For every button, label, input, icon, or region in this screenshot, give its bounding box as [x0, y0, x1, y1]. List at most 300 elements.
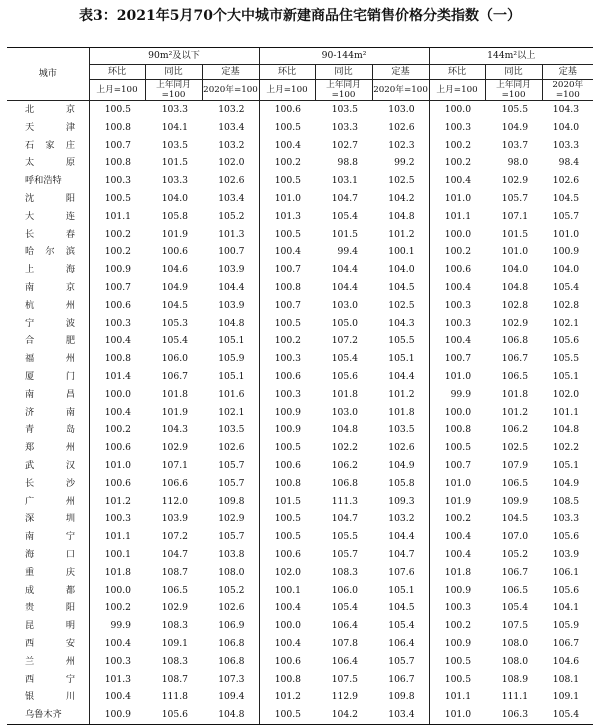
table-row	[7, 457, 593, 475]
index-value: 100.9	[552, 246, 580, 258]
index-value: 100.7	[89, 279, 145, 297]
index-value: 106.5	[161, 584, 188, 596]
index-value: 101.3	[259, 208, 315, 226]
index-value: 104.7	[388, 548, 415, 560]
base-header: 2020年=100	[372, 80, 429, 101]
table-row	[7, 706, 593, 724]
index-value: 100.4	[429, 172, 485, 190]
page-title: 表3：2021年5月70个大中城市新建商品住宅销售价格分类指数（一）	[79, 8, 521, 24]
city-name: 西 安	[25, 637, 75, 649]
index-value: 108.3	[161, 655, 188, 667]
index-value: 102.5	[501, 442, 529, 454]
index-value: 109.1	[552, 691, 580, 703]
index-value: 100.0	[89, 582, 145, 600]
index-value: 106.4	[388, 637, 415, 649]
table-row	[7, 226, 593, 244]
index-value: 100.3	[259, 350, 315, 368]
index-value: 100.4	[259, 635, 315, 653]
index-value: 106.5	[501, 370, 529, 382]
index-value: 103.5	[388, 424, 415, 436]
index-value: 100.6	[259, 101, 315, 119]
index-value: 101.6	[218, 388, 245, 400]
index-value: 112.9	[331, 691, 359, 703]
table-row	[7, 119, 593, 137]
index-value: 104.4	[331, 264, 359, 276]
index-value: 102.9	[501, 317, 529, 329]
index-value: 108.0	[501, 637, 529, 649]
base-header: 上年同月=100	[485, 80, 542, 101]
city-name: 青 岛	[25, 424, 75, 436]
index-value: 100.3	[89, 653, 145, 671]
index-value: 105.6	[145, 706, 202, 724]
index-value: 100.4	[89, 688, 145, 706]
city-name: 深 圳	[25, 513, 75, 525]
index-value: 107.5	[331, 673, 359, 685]
index-value: 106.0	[161, 353, 188, 365]
index-value: 100.6	[259, 368, 315, 386]
city-name: 长 沙	[25, 477, 75, 489]
index-value: 103.4	[372, 706, 429, 724]
index-value: 101.0	[429, 475, 485, 493]
index-value: 103.5	[218, 424, 245, 436]
index-value: 100.6	[89, 439, 145, 457]
index-value: 99.4	[337, 246, 359, 258]
index-value: 106.7	[161, 370, 188, 382]
index-value: 101.8	[161, 388, 188, 400]
index-value: 108.0	[501, 655, 529, 667]
city-name: 成 都	[25, 584, 75, 596]
index-value: 104.9	[161, 281, 188, 293]
index-value: 106.8	[331, 477, 359, 489]
index-value: 102.9	[218, 513, 245, 525]
city-name: 宁 波	[25, 317, 75, 329]
index-value: 107.9	[501, 459, 529, 471]
index-value: 109.9	[501, 495, 529, 507]
city-name: 大 连	[25, 210, 75, 222]
index-value: 100.6	[259, 653, 315, 671]
city-name: 哈 尔 滨	[25, 246, 75, 258]
index-value: 101.3	[89, 671, 145, 689]
index-value: 100.4	[89, 635, 145, 653]
city-column-header: 城市	[7, 48, 89, 101]
index-value: 104.2	[315, 706, 372, 724]
index-value: 105.7	[218, 459, 245, 471]
index-value: 108.3	[331, 566, 359, 578]
city-name: 沈 阳	[25, 192, 75, 204]
index-value: 102.0	[218, 157, 245, 169]
index-value: 104.1	[552, 602, 580, 614]
index-value: 100.8	[89, 119, 145, 137]
index-value: 102.9	[161, 602, 188, 614]
index-value: 108.7	[161, 673, 188, 685]
index-value: 101.0	[552, 228, 580, 240]
index-value: 100.3	[429, 599, 485, 617]
index-value: 101.9	[429, 493, 485, 511]
index-value: 106.8	[218, 637, 245, 649]
index-value: 106.4	[331, 655, 359, 667]
table-row	[7, 635, 593, 653]
index-value: 109.8	[218, 495, 245, 507]
index-value: 100.9	[429, 582, 485, 600]
table-row	[7, 439, 593, 457]
index-value: 104.4	[331, 281, 359, 293]
index-value: 105.1	[388, 353, 415, 365]
group-header-medium: 90-144m²	[259, 48, 429, 65]
index-value: 104.7	[331, 513, 359, 525]
base-header: 上月=100	[429, 80, 485, 101]
index-value: 101.1	[429, 688, 485, 706]
index-value: 100.2	[259, 154, 315, 172]
index-value: 104.4	[388, 531, 415, 543]
table-row	[7, 528, 593, 546]
index-value: 103.3	[331, 121, 359, 133]
index-value: 104.5	[501, 513, 529, 525]
index-value: 105.9	[218, 353, 245, 365]
index-value: 105.5	[552, 353, 580, 365]
index-value: 102.6	[388, 442, 415, 454]
index-value: 104.0	[388, 264, 415, 276]
city-name: 南 昌	[25, 388, 75, 400]
index-value: 103.3	[161, 104, 188, 115]
index-value: 105.4	[331, 210, 359, 222]
index-value: 100.2	[89, 599, 145, 617]
index-value: 101.1	[89, 208, 145, 226]
index-value: 104.3	[161, 424, 188, 436]
city-name: 呼和浩特	[25, 175, 62, 187]
index-value: 100.5	[259, 119, 315, 137]
index-value: 104.6	[552, 655, 580, 667]
index-value: 105.5	[388, 335, 415, 347]
index-value: 100.5	[259, 439, 315, 457]
city-name: 兰 州	[25, 655, 75, 667]
index-value: 105.4	[331, 602, 359, 614]
index-value: 100.2	[429, 510, 485, 528]
index-value: 107.2	[161, 531, 188, 543]
table-row	[7, 101, 593, 119]
index-value: 105.3	[161, 317, 188, 329]
index-value: 100.8	[429, 421, 485, 439]
index-value: 101.9	[161, 406, 188, 418]
metric-header: 同比	[485, 65, 542, 80]
index-value: 102.9	[161, 442, 188, 454]
index-value: 102.7	[331, 139, 359, 151]
base-header: 上年同月=100	[145, 80, 202, 101]
index-value: 106.8	[218, 655, 245, 667]
index-value: 106.3	[485, 706, 542, 724]
index-value: 103.4	[218, 192, 245, 204]
index-value: 103.9	[552, 548, 580, 560]
index-value: 103.3	[552, 513, 580, 525]
index-value: 100.9	[259, 421, 315, 439]
base-header: 2020年=100	[542, 80, 593, 101]
index-value: 107.8	[331, 637, 359, 649]
index-value: 102.5	[388, 299, 415, 311]
index-value: 102.3	[388, 139, 415, 151]
index-value: 108.5	[552, 495, 580, 507]
table-row	[7, 599, 593, 617]
table-row	[7, 546, 593, 564]
table-row	[7, 368, 593, 386]
index-value: 100.7	[89, 137, 145, 155]
index-value: 104.0	[552, 121, 580, 133]
index-value: 101.0	[429, 190, 485, 208]
index-value: 105.4	[552, 281, 580, 293]
index-value: 108.7	[161, 566, 188, 578]
index-value: 100.5	[259, 528, 315, 546]
city-name: 长 春	[25, 228, 75, 240]
index-value: 103.4	[218, 121, 245, 133]
index-value: 109.1	[161, 637, 188, 649]
index-value: 104.0	[552, 264, 580, 276]
index-value: 100.2	[429, 617, 485, 635]
index-value: 100.4	[259, 137, 315, 155]
index-value: 105.7	[218, 531, 245, 543]
base-header: 2020年=100	[202, 80, 259, 101]
base-header: 上月=100	[259, 80, 315, 101]
index-value: 106.9	[218, 620, 245, 632]
index-value: 99.9	[429, 386, 485, 404]
index-value: 103.9	[161, 513, 188, 525]
index-value: 107.0	[501, 531, 529, 543]
index-value: 101.2	[388, 228, 415, 240]
city-name: 天 津	[25, 121, 75, 133]
index-value: 101.1	[552, 406, 580, 418]
index-value: 101.1	[429, 208, 485, 226]
index-value: 102.0	[552, 388, 580, 400]
index-value: 103.0	[388, 104, 415, 115]
index-value: 100.0	[429, 404, 485, 422]
index-value: 100.3	[429, 119, 485, 137]
index-value: 106.4	[331, 620, 359, 632]
index-value: 105.6	[552, 584, 580, 596]
index-value: 111.8	[161, 691, 188, 703]
metric-header: 环比	[429, 65, 485, 80]
index-value: 104.8	[202, 706, 259, 724]
table-row	[7, 297, 593, 315]
index-value: 101.1	[89, 528, 145, 546]
index-value: 98.0	[507, 157, 529, 169]
index-value: 105.4	[161, 335, 188, 347]
index-value: 98.4	[558, 157, 580, 169]
index-value: 106.0	[331, 584, 359, 596]
city-name: 银 川	[25, 691, 75, 703]
index-value: 105.7	[552, 210, 580, 222]
table-row	[7, 564, 593, 582]
index-value: 100.5	[259, 172, 315, 190]
index-value: 105.7	[501, 192, 529, 204]
city-name: 贵 阳	[25, 602, 75, 614]
table-body	[7, 101, 593, 725]
index-value: 100.0	[259, 617, 315, 635]
group-header-large: 144m²以上	[429, 48, 593, 65]
index-value: 108.3	[161, 620, 188, 632]
metric-header: 同比	[145, 65, 202, 80]
index-value: 100.7	[259, 261, 315, 279]
index-value: 102.8	[552, 299, 580, 311]
index-value: 105.4	[331, 353, 359, 365]
index-value: 100.4	[429, 332, 485, 350]
index-value: 100.3	[259, 386, 315, 404]
index-value: 104.7	[161, 548, 188, 560]
index-value: 101.0	[89, 457, 145, 475]
index-value: 101.8	[388, 406, 415, 418]
table-row	[7, 671, 593, 689]
index-value: 106.8	[501, 335, 529, 347]
index-value: 102.6	[218, 442, 245, 454]
table-row	[7, 172, 593, 190]
city-name: 福 州	[25, 353, 75, 365]
index-value: 99.2	[394, 157, 415, 169]
index-value: 100.2	[429, 243, 485, 261]
index-value: 105.1	[218, 335, 245, 347]
index-value: 105.8	[161, 210, 188, 222]
table-row	[7, 386, 593, 404]
index-value: 106.2	[331, 459, 359, 471]
index-value: 105.2	[218, 584, 245, 596]
index-value: 100.8	[259, 671, 315, 689]
index-value: 105.4	[388, 620, 415, 632]
city-name: 武 汉	[25, 459, 75, 471]
table-row	[7, 404, 593, 422]
index-value: 106.1	[552, 566, 580, 578]
index-value: 102.6	[218, 602, 245, 614]
index-value: 111.3	[331, 495, 359, 507]
index-value: 107.1	[501, 210, 529, 222]
index-value: 100.1	[388, 246, 415, 258]
index-value: 101.0	[259, 190, 315, 208]
index-value: 106.2	[501, 424, 529, 436]
index-value: 100.1	[259, 582, 315, 600]
index-value: 105.4	[542, 706, 593, 724]
index-value: 99.9	[89, 617, 145, 635]
table-row	[7, 243, 593, 261]
index-value: 101.8	[89, 564, 145, 582]
index-value: 100.3	[89, 172, 145, 190]
index-value: 108.1	[552, 673, 580, 685]
index-value: 104.7	[331, 192, 359, 204]
index-value: 100.2	[259, 332, 315, 350]
index-value: 104.5	[388, 281, 415, 293]
table-row	[7, 279, 593, 297]
index-value: 100.4	[429, 279, 485, 297]
index-value: 100.8	[89, 154, 145, 172]
index-value: 100.6	[89, 475, 145, 493]
index-value: 100.5	[89, 101, 145, 119]
index-value: 103.5	[161, 139, 188, 151]
table-row	[7, 261, 593, 279]
index-value: 100.9	[89, 706, 145, 724]
index-value: 102.1	[218, 406, 245, 418]
index-value: 100.8	[259, 475, 315, 493]
index-value: 101.5	[501, 228, 529, 240]
index-value: 103.2	[218, 139, 245, 151]
index-value: 105.7	[331, 548, 359, 560]
index-value: 100.1	[89, 546, 145, 564]
index-value: 102.0	[259, 564, 315, 582]
index-value: 103.2	[388, 513, 415, 525]
index-value: 105.6	[552, 335, 580, 347]
metric-header: 同比	[315, 65, 372, 80]
index-value: 107.6	[388, 566, 415, 578]
city-name: 合 肥	[25, 335, 75, 347]
index-value: 100.5	[259, 706, 315, 724]
index-value: 100.7	[429, 457, 485, 475]
price-index-table	[7, 47, 593, 725]
city-name: 海 口	[25, 548, 75, 560]
index-value: 101.8	[331, 388, 359, 400]
index-value: 104.6	[161, 264, 188, 276]
index-value: 100.9	[429, 635, 485, 653]
index-value: 104.3	[552, 104, 580, 115]
index-value: 109.3	[388, 495, 415, 507]
index-value: 100.6	[259, 546, 315, 564]
index-value: 101.3	[218, 228, 245, 240]
index-value: 100.7	[429, 350, 485, 368]
index-value: 100.2	[89, 226, 145, 244]
index-value: 101.5	[331, 228, 359, 240]
index-value: 101.2	[259, 688, 315, 706]
index-value: 107.3	[218, 673, 245, 685]
index-value: 100.2	[89, 421, 145, 439]
city-name: 郑 州	[25, 442, 75, 454]
city-name: 石 家 庄	[25, 139, 75, 151]
index-value: 103.9	[218, 299, 245, 311]
index-value: 106.5	[501, 477, 529, 489]
table-row	[7, 510, 593, 528]
index-value: 105.5	[331, 531, 359, 543]
table-row	[7, 315, 593, 333]
index-value: 101.2	[501, 406, 529, 418]
table-row	[7, 653, 593, 671]
index-value: 107.2	[331, 335, 359, 347]
index-value: 102.2	[331, 442, 359, 454]
index-value: 100.6	[89, 297, 145, 315]
index-value: 105.1	[218, 370, 245, 382]
table-row	[7, 154, 593, 172]
base-header: 上年同月=100	[315, 80, 372, 101]
index-value: 104.5	[388, 602, 415, 614]
city-name: 昆 明	[25, 620, 75, 632]
index-value: 105.2	[218, 210, 245, 222]
index-value: 102.8	[501, 299, 529, 311]
city-name: 广 州	[25, 495, 75, 507]
index-value: 108.0	[218, 566, 245, 578]
index-value: 100.5	[429, 671, 485, 689]
index-value: 101.2	[89, 493, 145, 511]
index-value: 102.6	[552, 175, 580, 187]
index-value: 100.0	[429, 101, 485, 119]
base-header: 上月=100	[89, 80, 145, 101]
index-value: 106.7	[501, 566, 529, 578]
index-value: 104.5	[161, 299, 188, 311]
city-name: 西 宁	[25, 673, 75, 685]
index-value: 104.4	[218, 281, 245, 293]
index-value: 104.8	[388, 210, 415, 222]
index-value: 104.8	[552, 424, 580, 436]
index-value: 104.8	[501, 281, 529, 293]
index-value: 100.5	[429, 439, 485, 457]
index-value: 100.3	[89, 510, 145, 528]
index-value: 104.8	[331, 424, 359, 436]
index-value: 101.4	[89, 368, 145, 386]
index-value: 100.4	[429, 546, 485, 564]
index-value: 105.1	[552, 459, 580, 471]
index-value: 104.1	[161, 121, 188, 133]
index-value: 107.5	[501, 620, 529, 632]
index-value: 102.9	[501, 175, 529, 187]
index-value: 106.7	[501, 353, 529, 365]
table-row	[7, 475, 593, 493]
